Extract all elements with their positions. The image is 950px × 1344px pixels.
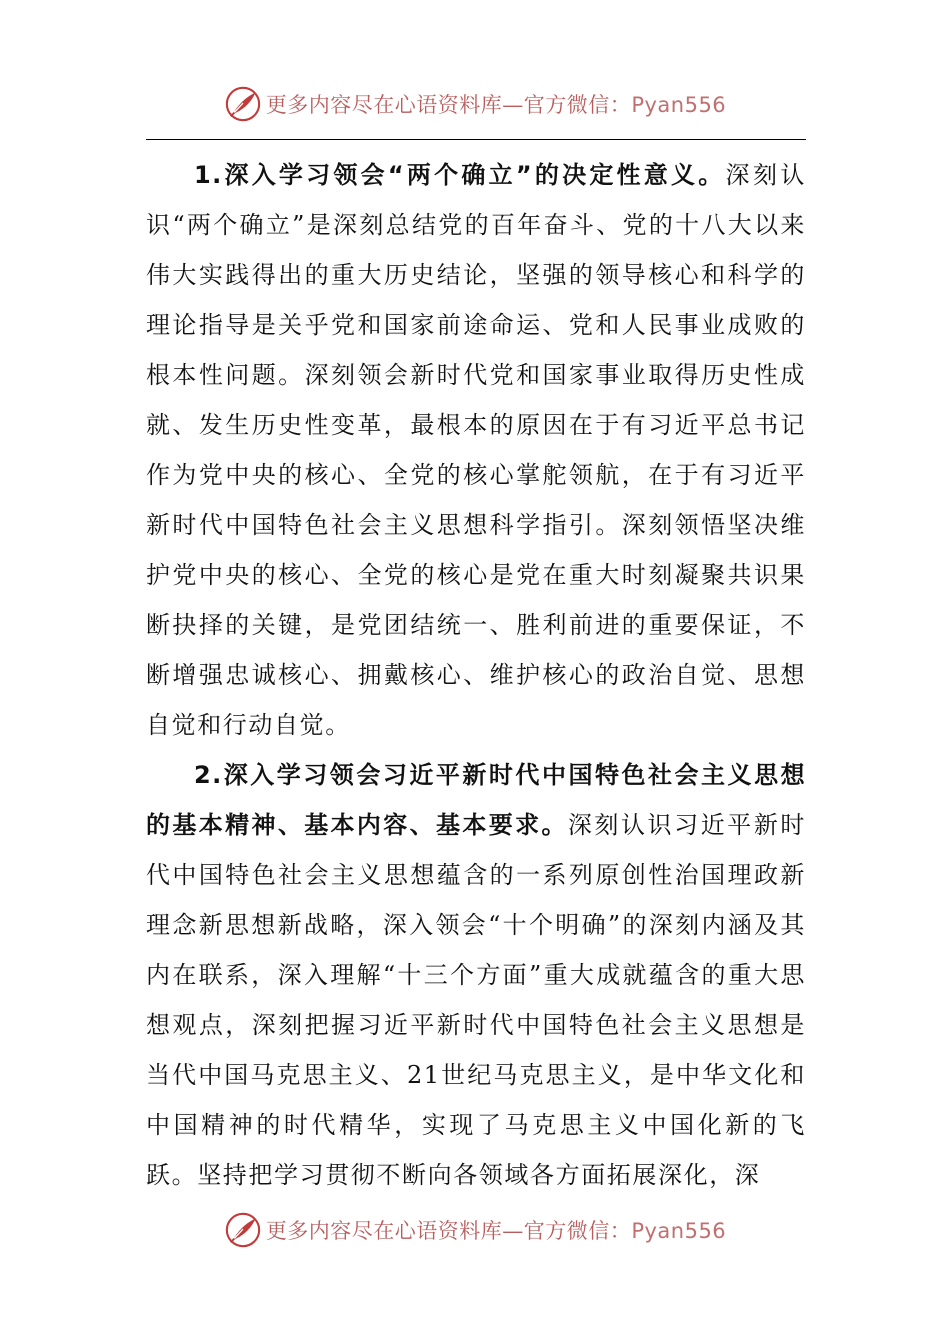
- paragraph-2: [146, 750, 806, 1200]
- footer-banner-text: 更多内容尽在心语资料库—官方微信：Pyan556: [265, 1219, 727, 1243]
- paragraph-1: [146, 150, 806, 750]
- paragraph-1-text: 深刻认识“两个确立”是深刻总结党的百年奋斗、党的十八大以来伟大实践得出的重大历史结论，坚强的领导核心和科学的理论指导是关乎党和国家前途命运、党和人民事业成败的根本性问题。深刻领会新时代党和国家事业取得历史性成就、发生历史性变革，最根本的原因在于有习近平总书记作为党中央的核心、全党的核心掌舵领航，在于有习近平新时代中国特色社会主义思想科学指引。深刻领悟坚决维护党中央的核心、全党的核心是党在重大时刻凝聚共识果断抉择的关键，是党团结统一、胜利前进的重要保证，不断增强忠诚核心、拥戴核心、维护核心的政治自觉、思想自觉和行动自觉。: [146, 161, 806, 739]
- quill-pen-logo-icon: [224, 1211, 262, 1249]
- header-wechat-id: Pyan556: [631, 93, 727, 117]
- header-banner: [0, 82, 950, 126]
- paragraph-2-text: 深刻认识习近平新时代中国特色社会主义思想蕴含的一系列原创性治国理政新理念新思想新战略，深入领会“十个明确”的深刻内涵及其内在联系，深入理解“十三个方面”重大成就蕴含的重大思想观点，深刻把握习近平新时代中国特色社会主义思想是当代中国马克思主义、21世纪马克思主义，是中华文化和中国精神的时代精华，实现了马克思主义中国化新的飞跃。坚持把学习贯彻不断向各领域各方面拓展深化，深: [146, 811, 806, 1189]
- paragraph-2-heading: 2.深入学习领会习近平新时代中国特色社会主义思想的基本精神、基本内容、基本要求。: [146, 761, 806, 839]
- document-body: [146, 150, 806, 1200]
- quill-pen-logo-icon: [224, 85, 262, 123]
- footer-wechat-id: Pyan556: [631, 1219, 727, 1243]
- footer-banner: [0, 1208, 950, 1252]
- footer-banner-content: [224, 1211, 726, 1249]
- header-banner-text: 更多内容尽在心语资料库—官方微信：Pyan556: [265, 93, 727, 117]
- header-banner-content: [224, 85, 726, 123]
- paragraph-1-heading: 1.深入学习领会“两个确立”的决定性意义。: [194, 161, 726, 189]
- header-divider: [146, 139, 806, 140]
